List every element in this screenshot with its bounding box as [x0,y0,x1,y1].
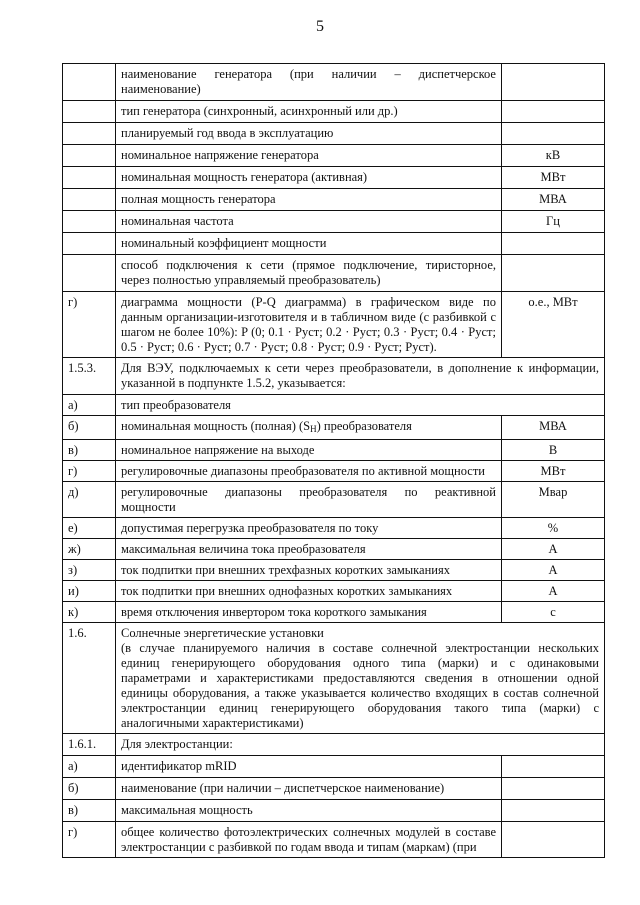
row-description: наименование (при наличии – диспетчерское наименование) [116,778,502,800]
row-unit: МВт [502,461,605,482]
row-number [63,123,116,145]
desc-subscript: Н [310,424,317,434]
section-row [63,623,605,734]
table-row [63,602,605,623]
table-row [63,440,605,461]
section-number: 1.6. [63,623,116,734]
row-description: общее количество фотоэлектрических солнечных модулей в составе электростанции с разбивкой по годам ввода и типам (маркам) (при [116,822,502,858]
section-number: 1.5.3. [63,358,116,395]
row-number: б) [63,778,116,800]
row-description: планируемый год ввода в эксплуатацию [116,123,502,145]
row-number [63,233,116,255]
row-number: а) [63,756,116,778]
row-number: д) [63,482,116,518]
table-row [63,800,605,822]
section-text: Для ВЭУ, подключаемых к сети через преобразователи, в дополнение к информации, указанной в подпункте 1.5.2, указывается: [116,358,605,395]
row-description: полная мощность генератора [116,189,502,211]
table-row [63,189,605,211]
parameters-table [62,63,605,858]
table-row [63,395,605,416]
row-number [63,145,116,167]
row-description: допустимая перегрузка преобразователя по току [116,518,502,539]
row-unit: о.е., МВт [502,292,605,358]
row-description [116,416,502,440]
row-unit: МВА [502,416,605,440]
row-description: способ подключения к сети (прямое подключение, тиристорное, через полностью управляемый преобразователь) [116,255,502,292]
row-number [63,255,116,292]
section-title: Солнечные энергетические установки [121,626,324,640]
row-number: ж) [63,539,116,560]
row-number [63,64,116,101]
row-description: номинальная мощность генератора (активная) [116,167,502,189]
row-description: тип преобразователя [116,395,605,416]
row-description: ток подпитки при внешних трехфазных коротких замыканиях [116,560,502,581]
row-description: регулировочные диапазоны преобразователя по реактивной мощности [116,482,502,518]
row-number: б) [63,416,116,440]
row-description: максимальная величина тока преобразователя [116,539,502,560]
row-description: тип генератора (синхронный, асинхронный или др.) [116,101,502,123]
row-number: г) [63,461,116,482]
row-unit: А [502,539,605,560]
row-number: з) [63,560,116,581]
table-row [63,482,605,518]
row-description: номинальный коэффициент мощности [116,233,502,255]
row-number [63,101,116,123]
row-number: а) [63,395,116,416]
section-text: Для электростанции: [116,734,605,756]
row-unit: А [502,581,605,602]
table-row [63,101,605,123]
row-number [63,189,116,211]
table-row [63,145,605,167]
row-number: в) [63,440,116,461]
section-row [63,358,605,395]
row-unit [502,101,605,123]
row-description: номинальное напряжение на выходе [116,440,502,461]
row-unit [502,255,605,292]
table-row [63,778,605,800]
row-unit: с [502,602,605,623]
row-unit: МВт [502,167,605,189]
row-unit: МВА [502,189,605,211]
table-row [63,539,605,560]
row-number [63,211,116,233]
row-unit: Гц [502,211,605,233]
row-number: к) [63,602,116,623]
desc-part: номинальная мощность (полная) (S [121,419,311,433]
row-number: в) [63,800,116,822]
row-unit: А [502,560,605,581]
row-unit [502,64,605,101]
row-number: е) [63,518,116,539]
row-description: номинальное напряжение генератора [116,145,502,167]
table-row [63,822,605,858]
table-row [63,560,605,581]
table-row [63,233,605,255]
row-unit [502,822,605,858]
row-unit: кВ [502,145,605,167]
section-text: (в случае планируемого наличия в составе солнечной электростанции нескольких единиц генерирующего оборудования одного типа (марки) и с одинаковыми параметрами и характеристиками предоставляются сведения в отношении одной единицы оборудования, а также указывается количество входящих в состав солнечной электростанции единиц генерирующего оборудования такого типа (марки) с аналогичными характеристиками) [121,641,599,730]
row-description: номинальная частота [116,211,502,233]
section-content [116,623,605,734]
table-row [63,123,605,145]
page-number: 5 [316,18,324,35]
row-unit [502,123,605,145]
row-description: идентификатор mRID [116,756,502,778]
section-row [63,734,605,756]
row-description: время отключения инвертором тока короткого замыкания [116,602,502,623]
desc-part: ) преобразователя [316,419,412,433]
table-row [63,292,605,358]
row-unit [502,800,605,822]
table-row [63,167,605,189]
table-row [63,211,605,233]
table-row [63,255,605,292]
section-number: 1.6.1. [63,734,116,756]
row-unit [502,778,605,800]
row-number [63,167,116,189]
row-unit [502,756,605,778]
row-unit: В [502,440,605,461]
table-row [63,64,605,101]
row-description: регулировочные диапазоны преобразователя по активной мощности [116,461,502,482]
table-row [63,581,605,602]
row-number: г) [63,292,116,358]
row-unit: % [502,518,605,539]
row-unit: Мвар [502,482,605,518]
row-description: максимальная мощность [116,800,502,822]
table-row [63,461,605,482]
row-description: наименование генератора (при наличии – диспетчерское наименование) [116,64,502,101]
table-row [63,518,605,539]
row-unit [502,233,605,255]
row-number: г) [63,822,116,858]
row-description: ток подпитки при внешних однофазных коротких замыканиях [116,581,502,602]
row-number: и) [63,581,116,602]
table-row [63,416,605,440]
table-row [63,756,605,778]
row-description: диаграмма мощности (P-Q диаграмма) в графическом виде по данным организации-изготовителя и в табличном виде (с разбивкой с шагом не более 10%): P (0; 0.1 · Руст; 0.2 · Руст; 0.3 · Руст; 0.4 · Руст; 0.5 · Руст; 0.6 · Руст; 0.7 · Руст; 0.8 · Руст; 0.9 · Руст; Руст). [116,292,502,358]
